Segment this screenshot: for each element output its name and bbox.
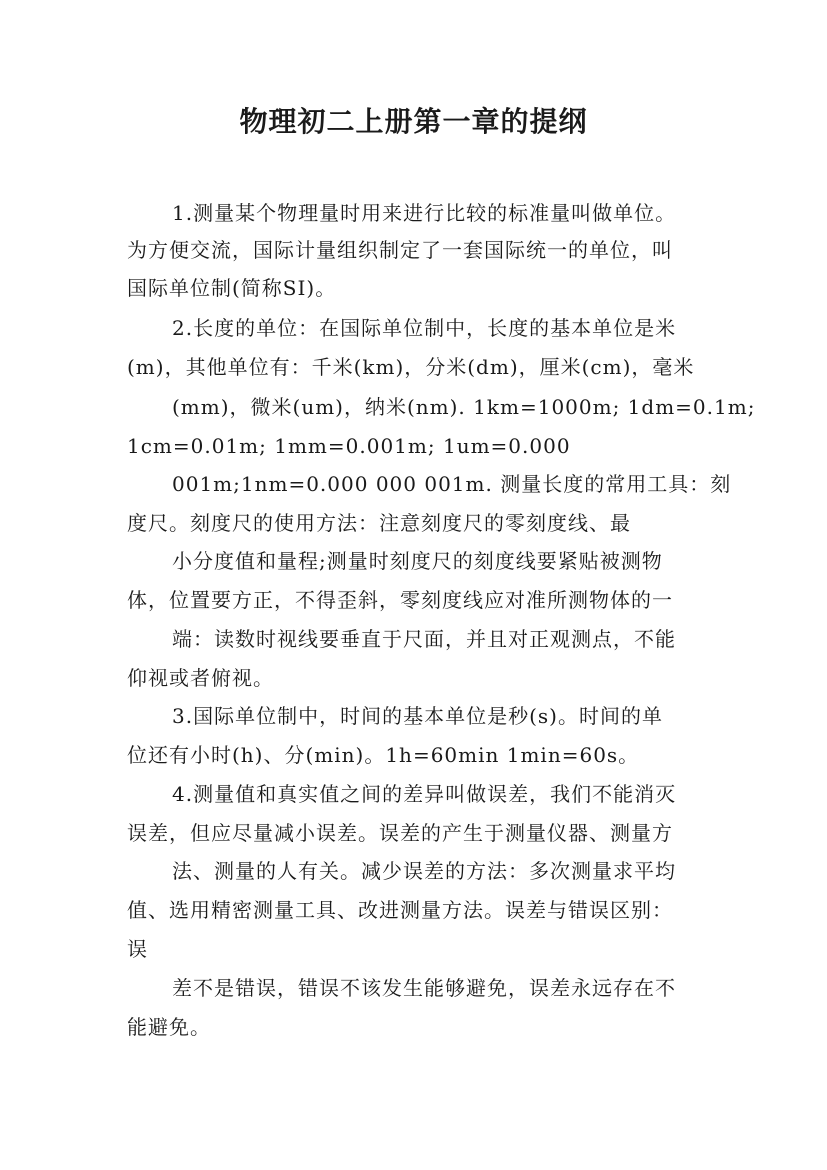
text-line: (mm)，微米(um)，纳米(nm). 1km=1000m; 1dm=0.1m; [172,395,756,419]
text-line: 误差，但应尽量减小误差。误差的产生于测量仪器、测量方 [127,821,673,845]
text-line: 2.长度的单位：在国际单位制中，长度的基本单位是米 [172,316,677,340]
text-line: 小分度值和量程;测量时刻度尺的刻度线要紧贴被测物 [172,549,663,573]
text-line: 位还有小时(h)、分(min)。1h=60min 1min=60s。 [127,743,640,767]
text-line: 差不是错误，错误不该发生能够避免，误差永远存在不 [172,976,676,1000]
text-line: 1cm=0.01m; 1mm=0.001m; 1um=0.000 [127,434,571,458]
text-line: 值、选用精密测量工具、改进测量方法。误差与错误区别： [127,898,673,922]
text-line: 国际单位制(简称SI)。 [127,276,337,300]
text-line: 3.国际单位制中，时间的基本单位是秒(s)。时间的单 [172,704,663,728]
text-line: 端：读数时视线要垂直于尺面，并且对正观测点，不能 [172,627,676,651]
text-line: 法、测量的人有关。减少误差的方法：多次测量求平均 [172,859,676,883]
text-line: 仰视或者俯视。 [127,666,274,690]
text-line: 001m;1nm=0.000 000 001m. 测量长度的常用工具：刻 [172,472,732,496]
text-line: 体，位置要方正，不得歪斜，零刻度线应对准所测物体的一 [127,588,673,612]
text-line: 误 [127,937,148,961]
text-line: 4.测量值和真实值之间的差异叫做误差，我们不能消灭 [172,782,677,806]
text-line: 能避免。 [127,1015,211,1039]
text-line: 度尺。刻度尺的使用方法：注意刻度尺的零刻度线、最 [127,511,631,535]
text-line: 1.测量某个物理量时用来进行比较的标准量叫做单位。 [172,201,677,225]
document-title: 物理初二上册第一章的提纲 [239,105,588,138]
text-line: (m)，其他单位有：千米(km)，分米(dm)，厘米(cm)，毫米 [127,355,695,379]
text-line: 为方便交流，国际计量组织制定了一套国际统一的单位，叫 [127,238,673,262]
